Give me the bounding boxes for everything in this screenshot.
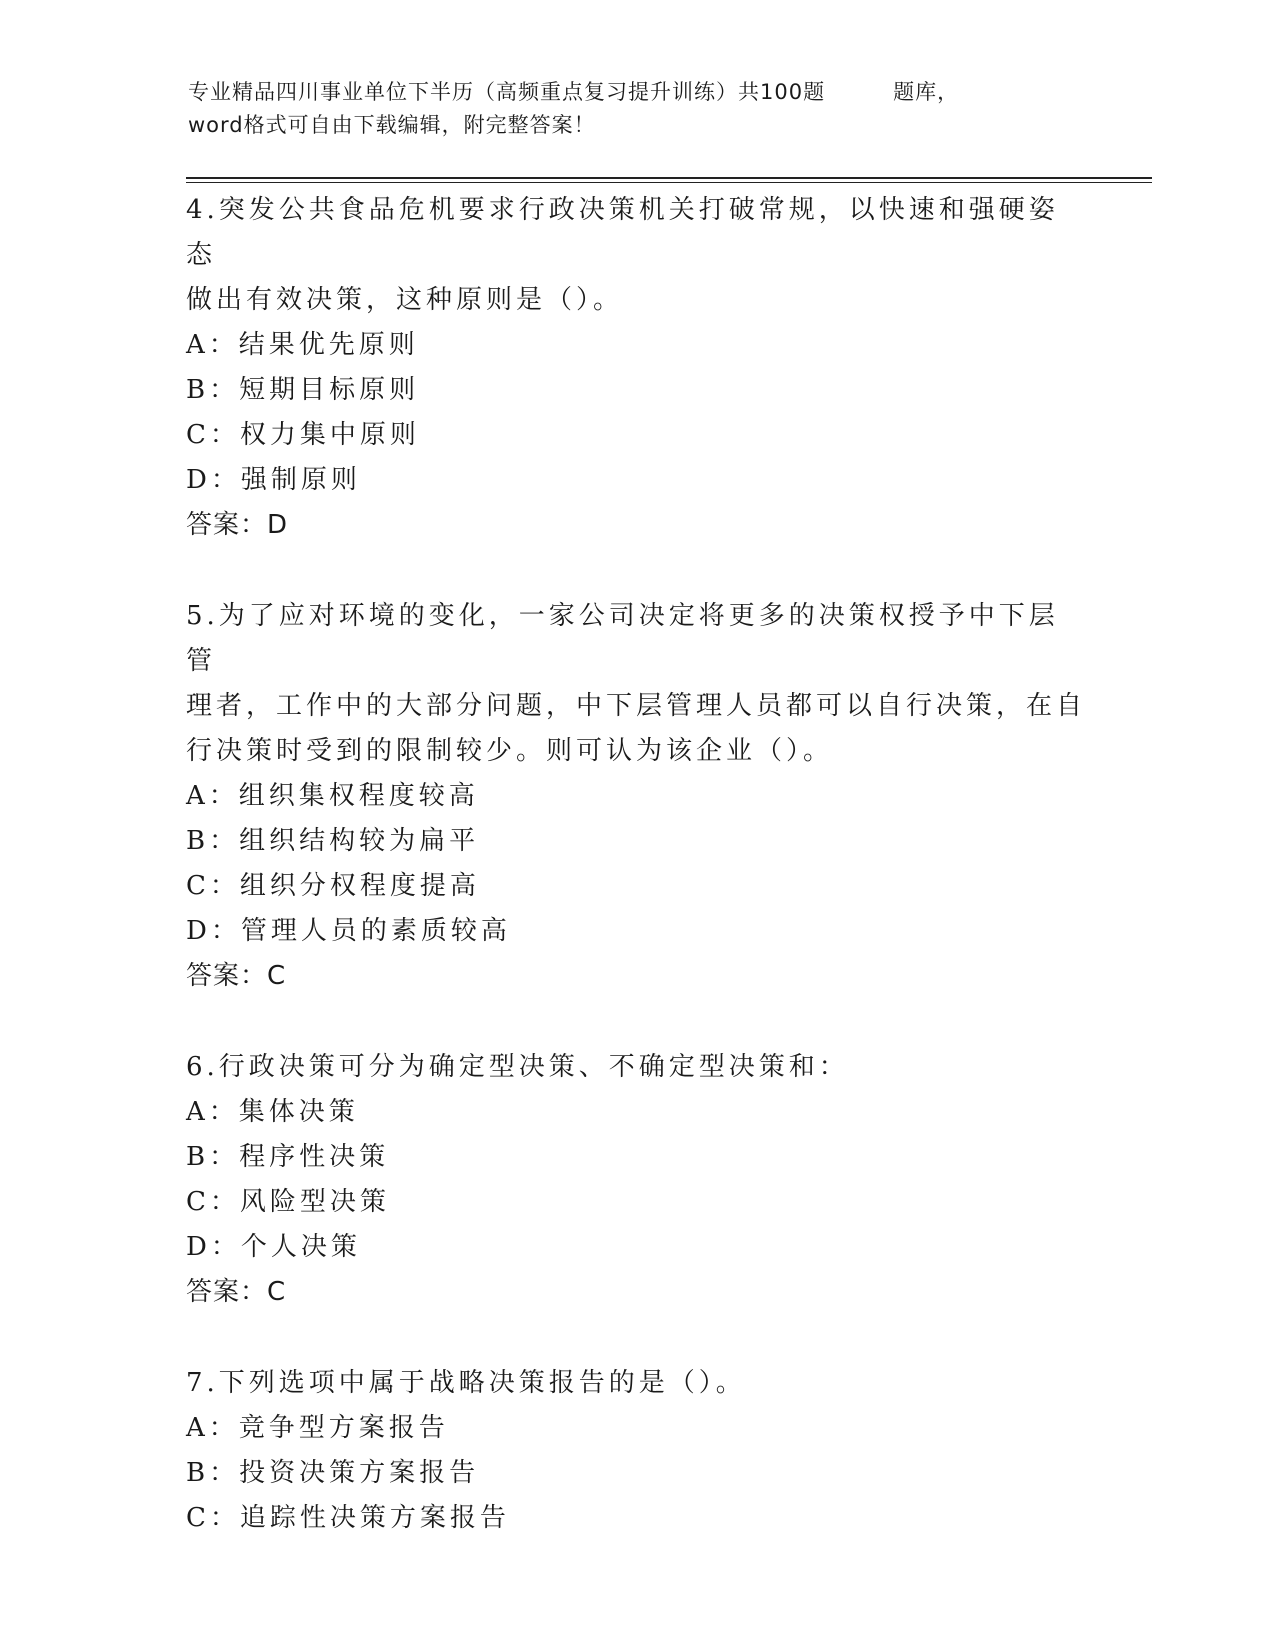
question-text-line: 行决策时受到的限制较少。则可认为该企业（）。 [186, 736, 834, 766]
option-a: A：竞争型方案报告 [186, 1413, 449, 1443]
header-title-suffix: 题库， [893, 80, 960, 104]
question-text-line: 6.行政决策可分为确定型决策、不确定型决策和： [186, 1052, 849, 1082]
question-4 [186, 188, 1086, 548]
question-7 [186, 1361, 1086, 1541]
answer-label: 答案：C [186, 1277, 287, 1307]
option-c: C：追踪性决策方案报告 [186, 1503, 510, 1533]
header-divider-thick [186, 177, 1152, 179]
option-b: B：短期目标原则 [186, 375, 420, 405]
question-5 [186, 594, 1086, 999]
option-a: A：组织集权程度较高 [186, 781, 479, 811]
option-d: D：强制原则 [186, 465, 361, 495]
header-divider-thin [186, 182, 1152, 183]
option-c: C：组织分权程度提高 [186, 871, 480, 901]
question-text-line: 7.下列选项中属于战略决策报告的是（）。 [186, 1368, 746, 1398]
header-line-2: word格式可自由下载编辑，附完整答案！ [188, 113, 596, 137]
option-b: B：组织结构较为扁平 [186, 826, 480, 856]
option-d: D：个人决策 [186, 1232, 361, 1262]
option-a: A：结果优先原则 [186, 330, 419, 360]
option-b: B：投资决策方案报告 [186, 1458, 480, 1488]
question-6 [186, 1045, 1086, 1315]
option-b: B：程序性决策 [186, 1142, 390, 1172]
question-text-line: 做出有效决策，这种原则是（）。 [186, 285, 624, 315]
question-text-line: 4.突发公共食品危机要求行政决策机关打破常规，以快速和强硬姿态 [186, 195, 1059, 270]
questions-list [186, 188, 1086, 1587]
answer-label: 答案：D [186, 510, 289, 540]
question-text-line: 5.为了应对环境的变化，一家公司决定将更多的决策权授予中下层管 [186, 601, 1059, 676]
option-a: A：集体决策 [186, 1097, 359, 1127]
answer-label: 答案：C [186, 961, 287, 991]
header-title: 专业精品四川事业单位下半历（高频重点复习提升训练）共100题 [188, 80, 826, 104]
option-c: C：风险型决策 [186, 1187, 390, 1217]
option-c: C：权力集中原则 [186, 420, 420, 450]
header-line-1 [188, 76, 1088, 109]
question-text-line: 理者，工作中的大部分问题，中下层管理人员都可以自行决策，在自 [186, 691, 1087, 721]
page-header [188, 76, 1088, 142]
option-d: D：管理人员的素质较高 [186, 916, 511, 946]
